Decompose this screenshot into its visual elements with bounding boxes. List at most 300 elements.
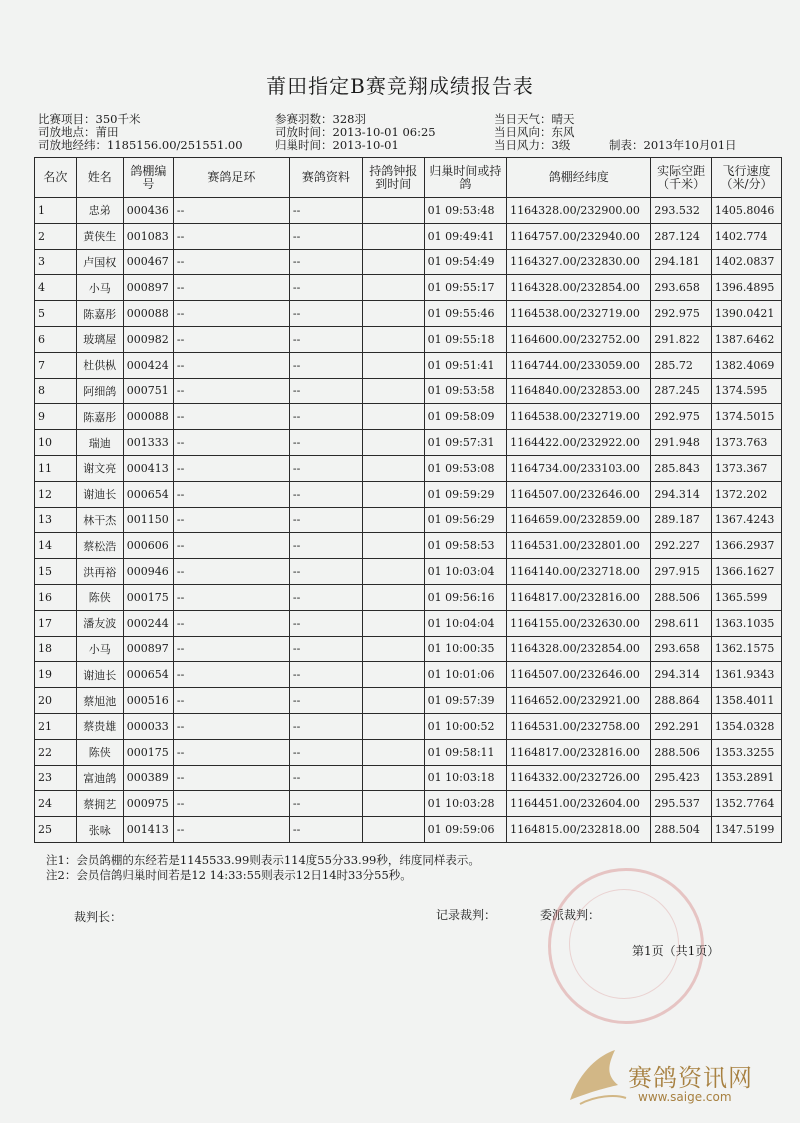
cell-loft-id: 001333 [123, 430, 173, 456]
cell-return-time: 01 09:59:29 [424, 481, 507, 507]
cell-pigeon-info: -- [289, 404, 362, 430]
table-row [35, 301, 782, 327]
cell-clock-time [363, 275, 425, 301]
cell-return-time: 01 09:53:58 [424, 378, 507, 404]
table-row [35, 198, 782, 224]
info-wind-force-value: 3级 [551, 138, 571, 152]
cell-loft-id: 000982 [123, 326, 173, 352]
info-count-label: 参赛羽数： [275, 112, 333, 126]
cell-return-time: 01 09:55:46 [424, 301, 507, 327]
cell-loft-id: 000033 [123, 713, 173, 739]
cell-ring: -- [173, 507, 289, 533]
report-title: 莆田指定B赛竞翔成绩报告表 [266, 74, 534, 98]
cell-ring: -- [173, 301, 289, 327]
cell-loft-id: 000606 [123, 533, 173, 559]
cell-speed: 1367.4243 [711, 507, 781, 533]
cell-distance: 287.124 [651, 223, 712, 249]
cell-clock-time [363, 404, 425, 430]
cell-distance: 297.915 [651, 559, 712, 585]
info-made-value: 2013年10月01日 [643, 138, 737, 152]
cell-loft-id: 000897 [123, 636, 173, 662]
cell-rank: 4 [35, 275, 77, 301]
cell-distance: 295.423 [651, 765, 712, 791]
cell-rank: 1 [35, 198, 77, 224]
cell-return-time: 01 10:03:28 [424, 791, 507, 817]
cell-loft-coord: 1164507.00/232646.00 [507, 662, 651, 688]
cell-distance: 292.975 [651, 301, 712, 327]
cell-speed: 1382.4069 [711, 352, 781, 378]
cell-return-time: 01 10:01:06 [424, 662, 507, 688]
cell-distance: 288.506 [651, 584, 712, 610]
cell-ring: -- [173, 249, 289, 275]
cell-loft-coord: 1164328.00/232900.00 [507, 198, 651, 224]
cell-loft-id: 000436 [123, 198, 173, 224]
cell-name: 忠弟 [76, 198, 123, 224]
cell-rank: 24 [35, 791, 77, 817]
cell-ring: -- [173, 559, 289, 585]
cell-pigeon-info: -- [289, 662, 362, 688]
table-row [35, 791, 782, 817]
cell-name: 富迪鸽 [76, 765, 123, 791]
header-ring: 赛鸽足环 [173, 158, 289, 198]
note-2: 注2：会员信鸽归巢时间若是12 14:33:55则表示12日14时33分55秒。 [46, 868, 412, 882]
page-number: 第1页（共1页） [632, 944, 720, 958]
cell-rank: 12 [35, 481, 77, 507]
cell-return-time: 01 09:57:31 [424, 430, 507, 456]
cell-clock-time [363, 739, 425, 765]
cell-distance: 292.227 [651, 533, 712, 559]
cell-ring: -- [173, 352, 289, 378]
cell-rank: 25 [35, 817, 77, 843]
cell-clock-time [363, 352, 425, 378]
cell-speed: 1374.595 [711, 378, 781, 404]
cell-pigeon-info: -- [289, 223, 362, 249]
cell-speed: 1362.1575 [711, 636, 781, 662]
header-distance: 实际空距（千米） [651, 158, 712, 198]
cell-loft-coord: 1164328.00/232854.00 [507, 636, 651, 662]
cell-clock-time [363, 817, 425, 843]
cell-ring: -- [173, 533, 289, 559]
info-place-value: 莆田 [95, 125, 119, 139]
info-coord-label: 司放地经纬： [38, 138, 107, 152]
cell-pigeon-info: -- [289, 352, 362, 378]
cell-distance: 291.948 [651, 430, 712, 456]
cell-clock-time [363, 662, 425, 688]
cell-return-time: 01 09:58:09 [424, 404, 507, 430]
cell-loft-coord: 1164332.00/232726.00 [507, 765, 651, 791]
cell-loft-id: 000244 [123, 610, 173, 636]
cell-rank: 20 [35, 688, 77, 714]
cell-speed: 1402.0837 [711, 249, 781, 275]
cell-clock-time [363, 378, 425, 404]
table-row [35, 249, 782, 275]
table-row [35, 352, 782, 378]
cell-loft-id: 000424 [123, 352, 173, 378]
cell-return-time: 01 09:57:39 [424, 688, 507, 714]
cell-loft-coord: 1164744.00/233059.00 [507, 352, 651, 378]
cell-loft-id: 000975 [123, 791, 173, 817]
cell-speed: 1372.202 [711, 481, 781, 507]
cell-pigeon-info: -- [289, 688, 362, 714]
cell-pigeon-info: -- [289, 791, 362, 817]
cell-speed: 1347.5199 [711, 817, 781, 843]
cell-name: 陈侠 [76, 584, 123, 610]
table-row [35, 584, 782, 610]
cell-speed: 1353.2891 [711, 765, 781, 791]
table-row [35, 481, 782, 507]
cell-return-time: 01 10:00:35 [424, 636, 507, 662]
cell-pigeon-info: -- [289, 326, 362, 352]
cell-pigeon-info: -- [289, 430, 362, 456]
cell-return-time: 01 09:58:53 [424, 533, 507, 559]
notes [46, 853, 480, 883]
cell-return-time: 01 09:59:06 [424, 817, 507, 843]
cell-clock-time [363, 455, 425, 481]
info-wind-force-label: 当日风力： [494, 138, 552, 152]
cell-rank: 19 [35, 662, 77, 688]
cell-name: 杜供枞 [76, 352, 123, 378]
header-return-time: 归巢时间或持鸽 [424, 158, 507, 198]
cell-name: 洪再裕 [76, 559, 123, 585]
table-row [35, 455, 782, 481]
cell-loft-id: 001083 [123, 223, 173, 249]
header-loft-id: 鸽棚编号 [123, 158, 173, 198]
cell-distance: 285.72 [651, 352, 712, 378]
cell-loft-id: 000516 [123, 688, 173, 714]
cell-loft-coord: 1164757.00/232940.00 [507, 223, 651, 249]
cell-ring: -- [173, 455, 289, 481]
cell-distance: 293.532 [651, 198, 712, 224]
cell-name: 谢文亮 [76, 455, 123, 481]
cell-speed: 1352.7764 [711, 791, 781, 817]
cell-loft-id: 000654 [123, 662, 173, 688]
cell-speed: 1396.4895 [711, 275, 781, 301]
cell-ring: -- [173, 326, 289, 352]
cell-loft-coord: 1164600.00/232752.00 [507, 326, 651, 352]
cell-name: 蔡旭池 [76, 688, 123, 714]
cell-rank: 17 [35, 610, 77, 636]
cell-return-time: 01 10:04:04 [424, 610, 507, 636]
header-speed: 飞行速度（米/分） [711, 158, 781, 198]
cell-name: 陈侠 [76, 739, 123, 765]
cell-loft-id: 001150 [123, 507, 173, 533]
cell-rank: 9 [35, 404, 77, 430]
cell-name: 林干杰 [76, 507, 123, 533]
info-wind-dir-label: 当日风向： [494, 125, 552, 139]
delegate-referee-label: 委派裁判： [540, 908, 601, 922]
cell-speed: 1365.599 [711, 584, 781, 610]
cell-loft-coord: 1164531.00/232758.00 [507, 713, 651, 739]
cell-return-time: 01 09:54:49 [424, 249, 507, 275]
cell-clock-time [363, 713, 425, 739]
cell-distance: 288.864 [651, 688, 712, 714]
cell-distance: 291.822 [651, 326, 712, 352]
cell-ring: -- [173, 404, 289, 430]
header-name: 姓名 [76, 158, 123, 198]
cell-rank: 8 [35, 378, 77, 404]
cell-loft-id: 000467 [123, 249, 173, 275]
info-weather-label: 当日天气： [494, 112, 552, 126]
chief-referee-label: 裁判长： [74, 910, 123, 924]
cell-distance: 285.843 [651, 455, 712, 481]
cell-loft-coord: 1164327.00/232830.00 [507, 249, 651, 275]
cell-pigeon-info: -- [289, 301, 362, 327]
info-coord [38, 137, 243, 153]
info-made-label: 制表： [609, 138, 644, 152]
cell-speed: 1390.0421 [711, 301, 781, 327]
cell-rank: 13 [35, 507, 77, 533]
cell-pigeon-info: -- [289, 559, 362, 585]
cell-speed: 1361.9343 [711, 662, 781, 688]
cell-clock-time [363, 791, 425, 817]
cell-distance: 294.181 [651, 249, 712, 275]
cell-pigeon-info: -- [289, 533, 362, 559]
cell-pigeon-info: -- [289, 455, 362, 481]
cell-loft-coord: 1164734.00/233103.00 [507, 455, 651, 481]
cell-ring: -- [173, 688, 289, 714]
cell-speed: 1358.4011 [711, 688, 781, 714]
cell-rank: 15 [35, 559, 77, 585]
cell-ring: -- [173, 636, 289, 662]
cell-loft-coord: 1164328.00/232854.00 [507, 275, 651, 301]
table-row [35, 713, 782, 739]
cell-ring: -- [173, 610, 289, 636]
cell-loft-id: 001413 [123, 817, 173, 843]
table-row [35, 507, 782, 533]
cell-speed: 1373.763 [711, 430, 781, 456]
cell-speed: 1363.1035 [711, 610, 781, 636]
cell-ring: -- [173, 791, 289, 817]
cell-name: 张咏 [76, 817, 123, 843]
cell-loft-id: 000946 [123, 559, 173, 585]
info-wind-dir-value: 东风 [551, 125, 575, 139]
table-row [35, 662, 782, 688]
cell-loft-id: 000897 [123, 275, 173, 301]
cell-loft-id: 000751 [123, 378, 173, 404]
cell-speed: 1374.5015 [711, 404, 781, 430]
cell-loft-coord: 1164531.00/232801.00 [507, 533, 651, 559]
cell-distance: 287.245 [651, 378, 712, 404]
cell-pigeon-info: -- [289, 198, 362, 224]
table-row [35, 430, 782, 456]
cell-clock-time [363, 223, 425, 249]
cell-loft-coord: 1164817.00/232816.00 [507, 739, 651, 765]
cell-name: 潘友波 [76, 610, 123, 636]
table-row [35, 610, 782, 636]
cell-ring: -- [173, 430, 289, 456]
cell-name: 蔡松浩 [76, 533, 123, 559]
cell-loft-coord: 1164659.00/232859.00 [507, 507, 651, 533]
cell-speed: 1387.6462 [711, 326, 781, 352]
cell-rank: 10 [35, 430, 77, 456]
table-row [35, 688, 782, 714]
cell-rank: 14 [35, 533, 77, 559]
cell-rank: 18 [35, 636, 77, 662]
cell-pigeon-info: -- [289, 378, 362, 404]
cell-ring: -- [173, 584, 289, 610]
cell-name: 小马 [76, 636, 123, 662]
cell-distance: 294.314 [651, 662, 712, 688]
table-row [35, 739, 782, 765]
cell-loft-coord: 1164140.00/232718.00 [507, 559, 651, 585]
header-pigeon-info: 赛鸽资料 [289, 158, 362, 198]
cell-name: 谢迪长 [76, 481, 123, 507]
table-row [35, 404, 782, 430]
cell-clock-time [363, 584, 425, 610]
cell-loft-coord: 1164538.00/232719.00 [507, 301, 651, 327]
info-count-value: 328羽 [332, 112, 366, 126]
cell-ring: -- [173, 765, 289, 791]
cell-ring: -- [173, 481, 289, 507]
info-weather-value: 晴天 [551, 112, 575, 126]
cell-clock-time [363, 636, 425, 662]
cell-distance: 298.611 [651, 610, 712, 636]
cell-clock-time [363, 198, 425, 224]
cell-ring: -- [173, 739, 289, 765]
info-return-label: 归巢时间： [275, 138, 333, 152]
header-loft-coord: 鸽棚经纬度 [507, 158, 651, 198]
cell-return-time: 01 09:58:11 [424, 739, 507, 765]
header-rank: 名次 [35, 158, 77, 198]
cell-loft-coord: 1164451.00/232604.00 [507, 791, 651, 817]
cell-clock-time [363, 249, 425, 275]
cell-rank: 3 [35, 249, 77, 275]
cell-ring: -- [173, 817, 289, 843]
info-wind-force [494, 137, 570, 153]
recorder-label: 记录裁判： [436, 908, 497, 922]
cell-pigeon-info: -- [289, 713, 362, 739]
cell-loft-id: 000654 [123, 481, 173, 507]
cell-loft-coord: 1164422.00/232922.00 [507, 430, 651, 456]
cell-pigeon-info: -- [289, 739, 362, 765]
cell-return-time: 01 10:00:52 [424, 713, 507, 739]
cell-name: 玻璃屋 [76, 326, 123, 352]
cell-speed: 1366.1627 [711, 559, 781, 585]
cell-distance: 293.658 [651, 275, 712, 301]
cell-distance: 289.187 [651, 507, 712, 533]
cell-rank: 6 [35, 326, 77, 352]
cell-name: 瑞迪 [76, 430, 123, 456]
cell-name: 小马 [76, 275, 123, 301]
cell-pigeon-info: -- [289, 481, 362, 507]
cell-speed: 1402.774 [711, 223, 781, 249]
cell-ring: -- [173, 198, 289, 224]
cell-loft-coord: 1164538.00/232719.00 [507, 404, 651, 430]
cell-speed: 1354.0328 [711, 713, 781, 739]
cell-return-time: 01 09:53:08 [424, 455, 507, 481]
cell-name: 陈嘉彤 [76, 404, 123, 430]
cell-ring: -- [173, 662, 289, 688]
cell-speed: 1373.367 [711, 455, 781, 481]
cell-distance: 293.658 [651, 636, 712, 662]
cell-name: 黄侠生 [76, 223, 123, 249]
cell-pigeon-info: -- [289, 765, 362, 791]
cell-pigeon-info: -- [289, 584, 362, 610]
cell-clock-time [363, 301, 425, 327]
table-header-row [35, 158, 782, 198]
info-project-value: 350千米 [95, 112, 141, 126]
cell-rank: 2 [35, 223, 77, 249]
cell-name: 谢迪长 [76, 662, 123, 688]
cell-pigeon-info: -- [289, 610, 362, 636]
cell-clock-time [363, 688, 425, 714]
info-coord-value: 1185156.00/251551.00 [107, 138, 243, 152]
cell-loft-coord: 1164815.00/232818.00 [507, 817, 651, 843]
cell-return-time: 01 09:51:41 [424, 352, 507, 378]
results-table [34, 157, 782, 843]
cell-loft-coord: 1164155.00/232630.00 [507, 610, 651, 636]
cell-distance: 288.504 [651, 817, 712, 843]
info-project-label: 比赛项目： [38, 112, 96, 126]
cell-return-time: 01 10:03:18 [424, 765, 507, 791]
cell-ring: -- [173, 223, 289, 249]
info-return-value: 2013-10-01 [332, 138, 399, 152]
table-row [35, 533, 782, 559]
watermark-url: www.saige.com [638, 1090, 732, 1104]
cell-pigeon-info: -- [289, 507, 362, 533]
table-row [35, 636, 782, 662]
table-row [35, 817, 782, 843]
cell-distance: 294.314 [651, 481, 712, 507]
table-row [35, 559, 782, 585]
cell-distance: 295.537 [651, 791, 712, 817]
cell-loft-id: 000413 [123, 455, 173, 481]
table-row [35, 378, 782, 404]
cell-rank: 11 [35, 455, 77, 481]
cell-rank: 7 [35, 352, 77, 378]
cell-speed: 1366.2937 [711, 533, 781, 559]
cell-distance: 288.506 [651, 739, 712, 765]
cell-loft-id: 000088 [123, 404, 173, 430]
cell-ring: -- [173, 378, 289, 404]
info-place-label: 司放地点： [38, 125, 96, 139]
table-row [35, 326, 782, 352]
cell-clock-time [363, 326, 425, 352]
cell-return-time: 01 09:55:17 [424, 275, 507, 301]
table-row [35, 223, 782, 249]
cell-return-time: 01 09:49:41 [424, 223, 507, 249]
cell-loft-id: 000088 [123, 301, 173, 327]
info-release-value: 2013-10-01 06:25 [332, 125, 436, 139]
cell-clock-time [363, 430, 425, 456]
cell-loft-coord: 1164840.00/232853.00 [507, 378, 651, 404]
cell-name: 阿细鸽 [76, 378, 123, 404]
info-release-label: 司放时间： [275, 125, 333, 139]
cell-name: 卢国权 [76, 249, 123, 275]
watermark-text: 赛鸽资讯网 [628, 1064, 753, 1092]
cell-rank: 23 [35, 765, 77, 791]
cell-clock-time [363, 533, 425, 559]
cell-rank: 16 [35, 584, 77, 610]
cell-clock-time [363, 610, 425, 636]
cell-clock-time [363, 765, 425, 791]
cell-loft-coord: 1164652.00/232921.00 [507, 688, 651, 714]
cell-return-time: 01 09:53:48 [424, 198, 507, 224]
cell-return-time: 01 09:56:16 [424, 584, 507, 610]
info-return [275, 137, 399, 153]
cell-clock-time [363, 559, 425, 585]
cell-rank: 21 [35, 713, 77, 739]
cell-pigeon-info: -- [289, 249, 362, 275]
note-1: 注1：会员鸽棚的东经若是1145533.99则表示114度55分33.99秒，纬度同样表示。 [46, 853, 480, 867]
cell-ring: -- [173, 275, 289, 301]
cell-name: 陈嘉彤 [76, 301, 123, 327]
cell-pigeon-info: -- [289, 275, 362, 301]
cell-distance: 292.291 [651, 713, 712, 739]
cell-speed: 1353.3255 [711, 739, 781, 765]
cell-ring: -- [173, 713, 289, 739]
cell-rank: 5 [35, 301, 77, 327]
